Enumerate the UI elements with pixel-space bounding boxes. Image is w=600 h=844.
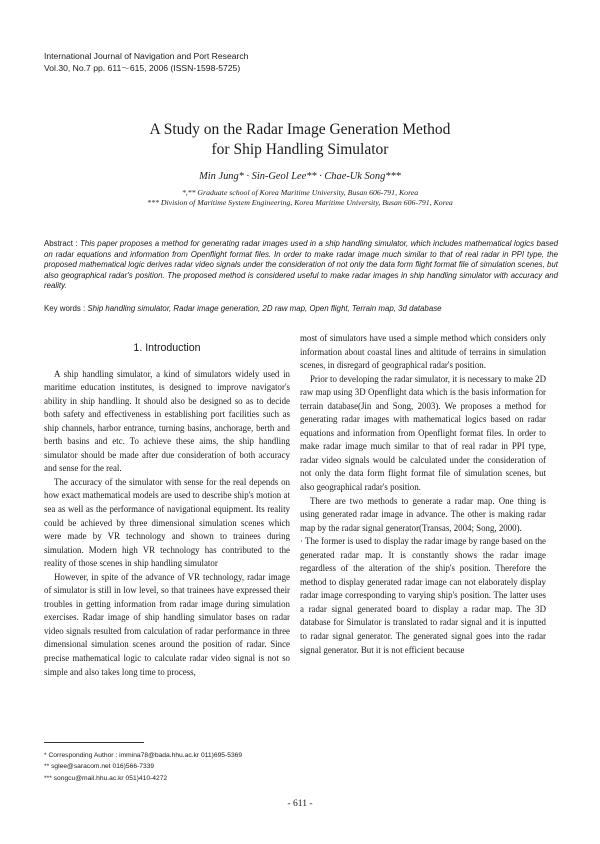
abstract	[44, 239, 558, 292]
paragraph: A ship handling simulator, a kind of simulators widely used in maritime education institutes, is designed to improve navigator's ability in ship handling. It should also be designed so as to decide both safety and effectiveness in establishing port facilities such as ship channels, harbor entrance, turning basins, anchorage, berth and berth basins and etc. To achieve these aims, the ship handling simulator should be made after due consideration of both accuracy and sense for the real.	[44, 368, 290, 474]
paragraph: The accuracy of the simulator with sense for the real depends on how exact mathematical models are used to describe ship's motion at sea as well as the performance of navigational equipment. Its reality could be achieved by three dimensional simulation scenes which were made by VR technology and shown to trainees during simulation. Modern high VR technology has contributed to the reality of those scenes in ship handling simulator	[44, 476, 290, 569]
footnotes	[44, 750, 242, 784]
page-number: - 611 -	[287, 798, 313, 809]
right-column	[300, 332, 546, 657]
title-line-2: for Ship Handling Simulator	[211, 141, 389, 158]
journal-name: International Journal of Navigation and Port Research	[44, 51, 249, 61]
affiliations	[0, 188, 600, 209]
left-column	[44, 342, 290, 679]
authors: Min Jung* · Sin-Geol Lee** · Chae-Uk Song***	[199, 171, 401, 182]
keywords	[44, 304, 558, 315]
abstract-text: This paper proposes a method for generating radar images used in a ship handling simulator, which includes mathematical logics based on radar equations and information from Openflight format files. In order to make radar image much similar to that of real radar in PPI type, the proposed mathematical logic derives radar video signals under the consideration of not only the data form flight format file of simulation scenes, but also geographical radar's position. The proposed method is considered useful to make radar images in ship handling simulator with accuracy and reality.	[44, 239, 558, 291]
keywords-label: Key words :	[44, 304, 88, 313]
abstract-label: Abstract :	[44, 239, 80, 248]
paragraph: · The former is used to display the radar image by range based on the generated radar map. It is constantly shows the radar image regardless of the alteration of the ship's position. Therefore the method to display generated radar image can not elaborately display radar image corresponding to varying ship's position. The latter uses a radar signal generated board to display a radar map. The 3D database for Simulator is translated to radar signal and it is inputted to radar signal generator. The generated signal goes into the radar signal generator. But it is not efficient because	[300, 536, 546, 655]
affiliation-1: *,** Graduate school of Korea Maritime University, Busan 606-791, Korea	[181, 188, 419, 197]
journal-header	[44, 50, 248, 74]
title-line-1: A Study on the Radar Image Generation Method	[149, 121, 451, 138]
journal-volume: Vol.30, No.7 pp. 611～615, 2006 (ISSN-1598-5725)	[44, 63, 241, 73]
paragraph: There are two methods to generate a radar map. One thing is using generated radar image in advance. The other is making radar map by the radar signal generator(Transas, 2004; Song, 2000).	[300, 495, 546, 533]
paper-title	[0, 120, 600, 160]
section-heading: 1. Introduction	[133, 342, 201, 354]
paragraph: Prior to developing the radar simulator, it is necessary to make 2D raw map using 3D Openflight data which is the basis information for terrain database(Jin and Song, 2003). We proposes a method for generating radar images with mathematical logics based on radar equations and information from Openflight format files. In order to make radar image much similar to that of real radar in PPI type, radar video signals would be calculated under the consideration of not only the data form flight format file of simulation scenes, but also geographical radar's position.	[300, 373, 546, 493]
keywords-text: Ship handling simulator, Radar image generation, 2D raw map, Open flight, Terrain map, 3d database	[87, 304, 442, 313]
footnote-2: ** sglee@saracom.net 016)566-7339	[44, 763, 155, 771]
footnote-1: * Corresponding Author : immina78@bada.hhu.ac.kr 011)695-5369	[44, 752, 243, 759]
footnote-divider	[44, 742, 144, 743]
affiliation-2: *** Division of Maritime System Engineering, Korea Maritime University, Busan 606-791, Korea	[147, 198, 453, 208]
paragraph: most of simulators have used a simple method which considers only information about coastal lines and altitude of terrains in simulation scenes, in disregard of geographical radar's position.	[300, 333, 546, 371]
paragraph: However, in spite of the advance of VR technology, radar image of simulator is still in low level, so that trainees have expressed their troubles in getting information from radar image during simulation exercises. Radar image of ship handling simulator bases on radar video signals resulted from calculation of radar performance in three dimensional simulation scenes around the position of radar. Since precise mathematical logic to calculate radar video signal is not so simple and also takes long time to process,	[44, 571, 290, 677]
footnote-3: *** songcu@mail.hhu.ac.kr 051)410-4272	[44, 774, 168, 782]
